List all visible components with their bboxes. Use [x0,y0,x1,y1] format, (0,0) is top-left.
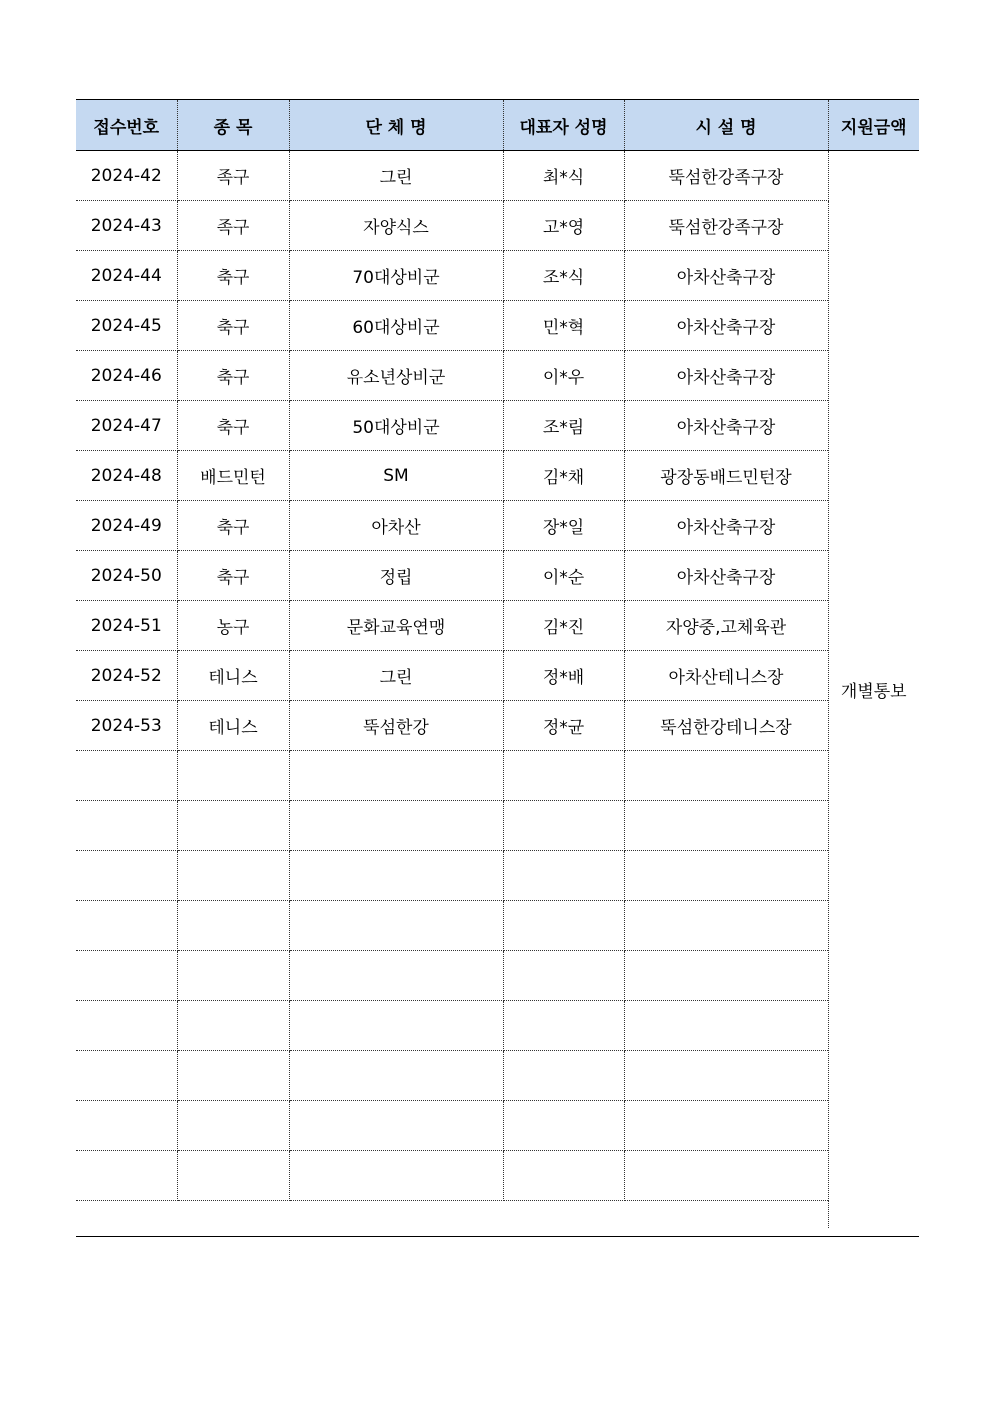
support-amount-cell: 개별통보 [828,151,919,1229]
table-row [76,701,919,751]
representative-cell: 김*진 [503,601,624,651]
table-row [76,551,919,601]
group-name-cell: 60대상비군 [289,301,503,351]
event-cell: 테니스 [177,651,289,701]
facility-cell [624,901,828,951]
facility-cell: 자양중,고체육관 [624,601,828,651]
table-row [76,1001,919,1051]
table-row [76,1151,919,1201]
event-cell: 축구 [177,351,289,401]
group-name-cell: 뚝섬한강 [289,701,503,751]
receipt-no-cell: 2024-42 [76,151,177,201]
receipt-no-cell: 2024-52 [76,651,177,701]
group-name-cell [289,1151,503,1201]
group-name-cell [289,1051,503,1101]
representative-cell: 민*혁 [503,301,624,351]
receipt-no-cell: 2024-44 [76,251,177,301]
group-name-cell [289,1001,503,1051]
table-row [76,451,919,501]
header-support-amount: 지원금액 [828,100,919,151]
facility-cell: 뚝섬한강족구장 [624,201,828,251]
group-name-cell [289,801,503,851]
representative-cell: 최*식 [503,151,624,201]
event-cell [177,1001,289,1051]
table-row [76,851,919,901]
event-cell [177,851,289,901]
facility-cell: 아차산축구장 [624,551,828,601]
header-group-name: 단 체 명 [289,100,503,151]
facility-cell [624,1051,828,1101]
receipt-no-cell [76,1101,177,1151]
event-cell [177,901,289,951]
representative-cell: 정*배 [503,651,624,701]
facility-cell [624,1001,828,1051]
table-row [76,801,919,851]
representative-cell: 이*우 [503,351,624,401]
group-name-cell: 70대상비군 [289,251,503,301]
facility-cell [624,1151,828,1201]
event-cell [177,951,289,1001]
representative-cell [503,751,624,801]
representative-cell [503,1051,624,1101]
event-cell: 족구 [177,151,289,201]
representative-cell: 고*영 [503,201,624,251]
receipt-no-cell [76,951,177,1001]
receipt-no-cell: 2024-50 [76,551,177,601]
event-cell: 테니스 [177,701,289,751]
representative-cell: 장*일 [503,501,624,551]
event-cell: 농구 [177,601,289,651]
group-name-cell: 50대상비군 [289,401,503,451]
group-name-cell [289,851,503,901]
table-row [76,901,919,951]
table-row [76,1051,919,1101]
group-name-cell [289,951,503,1001]
receipt-no-cell [76,901,177,951]
event-cell: 축구 [177,551,289,601]
event-cell [177,801,289,851]
table-row [76,751,919,801]
representative-cell: 조*식 [503,251,624,301]
header-facility: 시 설 명 [624,100,828,151]
representative-cell: 이*순 [503,551,624,601]
representative-cell: 조*림 [503,401,624,451]
facility-cell: 아차산축구장 [624,401,828,451]
facility-cell: 아차산축구장 [624,351,828,401]
facility-cell [624,751,828,801]
facility-cell: 아차산테니스장 [624,651,828,701]
facility-cell [624,951,828,1001]
table-row [76,651,919,701]
event-cell: 축구 [177,251,289,301]
group-name-cell: 그린 [289,151,503,201]
facility-cell: 아차산축구장 [624,501,828,551]
representative-cell [503,1101,624,1151]
application-table [76,99,919,1228]
event-cell: 배드민턴 [177,451,289,501]
table-row [76,301,919,351]
receipt-no-cell: 2024-45 [76,301,177,351]
group-name-cell: 아차산 [289,501,503,551]
receipt-no-cell [76,751,177,801]
facility-cell: 뚝섬한강테니스장 [624,701,828,751]
facility-cell: 아차산축구장 [624,301,828,351]
receipt-no-cell: 2024-46 [76,351,177,401]
facility-cell: 아차산축구장 [624,251,828,301]
event-cell [177,1101,289,1151]
representative-cell [503,1151,624,1201]
representative-cell: 정*균 [503,701,624,751]
group-name-cell: 자양식스 [289,201,503,251]
header-event: 종 목 [177,100,289,151]
group-name-cell: 정립 [289,551,503,601]
receipt-no-cell: 2024-51 [76,601,177,651]
header-representative: 대표자 성명 [503,100,624,151]
table-row [76,1101,919,1151]
group-name-cell: SM [289,451,503,501]
receipt-no-cell [76,851,177,901]
receipt-no-cell [76,1151,177,1201]
representative-cell [503,901,624,951]
facility-cell [624,801,828,851]
table-tail-row [76,1201,919,1229]
table-row [76,351,919,401]
representative-cell [503,1001,624,1051]
receipt-no-cell [76,801,177,851]
table-row [76,151,919,201]
header-row [76,100,919,151]
representative-cell [503,951,624,1001]
group-name-cell: 유소년상비군 [289,351,503,401]
group-name-cell: 문화교육연맹 [289,601,503,651]
event-cell [177,1151,289,1201]
table-row [76,201,919,251]
table-row [76,401,919,451]
event-cell: 축구 [177,401,289,451]
representative-cell [503,851,624,901]
receipt-no-cell: 2024-47 [76,401,177,451]
group-name-cell [289,1101,503,1151]
receipt-no-cell: 2024-43 [76,201,177,251]
header-receipt-no: 접수번호 [76,100,177,151]
group-name-cell: 그린 [289,651,503,701]
table-bottom-border [76,1236,919,1237]
facility-cell: 광장동배드민턴장 [624,451,828,501]
event-cell: 축구 [177,301,289,351]
receipt-no-cell [76,1051,177,1101]
facility-cell: 뚝섬한강족구장 [624,151,828,201]
receipt-no-cell: 2024-53 [76,701,177,751]
group-name-cell [289,751,503,801]
tail-spacer [76,1201,828,1229]
event-cell [177,1051,289,1101]
event-cell: 축구 [177,501,289,551]
facility-cell [624,1101,828,1151]
table-body [76,151,919,1229]
representative-cell [503,801,624,851]
event-cell [177,751,289,801]
receipt-no-cell: 2024-49 [76,501,177,551]
table-row [76,601,919,651]
receipt-no-cell: 2024-48 [76,451,177,501]
table-row [76,951,919,1001]
table-row [76,251,919,301]
group-name-cell [289,901,503,951]
facility-cell [624,851,828,901]
table-row [76,501,919,551]
representative-cell: 김*채 [503,451,624,501]
receipt-no-cell [76,1001,177,1051]
event-cell: 족구 [177,201,289,251]
